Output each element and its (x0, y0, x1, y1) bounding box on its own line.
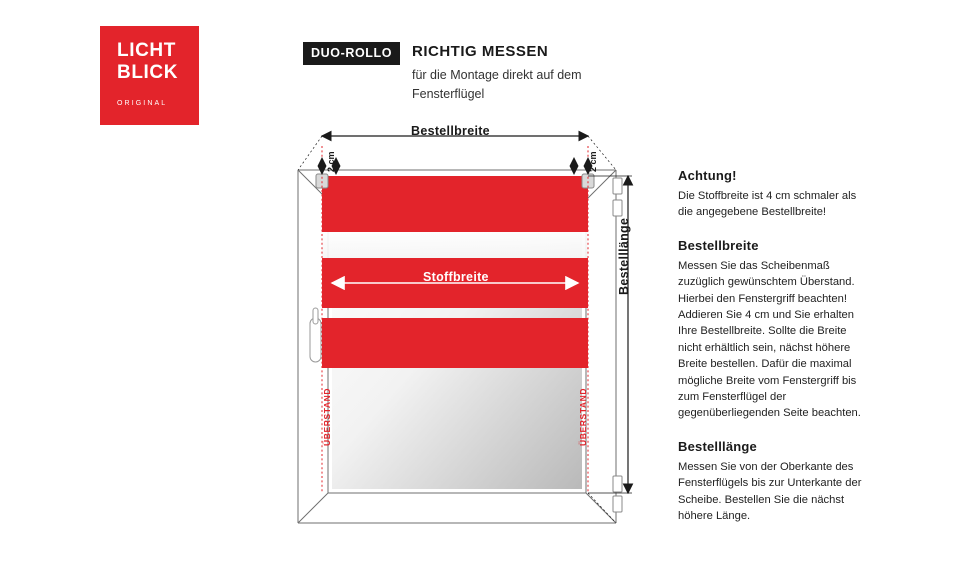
fabric-band-bottom (322, 318, 588, 368)
logo-line-3: ORIGINAL (117, 100, 168, 107)
window-handle (310, 308, 321, 362)
brand-logo (100, 26, 199, 125)
page-title: RICHTIG MESSEN (412, 43, 549, 60)
label-bestellbreite: Bestellbreite (411, 124, 490, 138)
note-text-achtung: Die Stoffbreite ist 4 cm schmaler als die angegebene Bestellbreite! (678, 190, 857, 219)
logo-line-1: LICHT (117, 40, 176, 61)
label-stoffbreite: Stoffbreite (423, 270, 489, 284)
logo-line-2: BLICK (117, 62, 179, 83)
notes-column (678, 168, 868, 525)
diagram-svg (280, 118, 660, 548)
label-2cm-right: 2 cm (588, 151, 598, 172)
label-2cm-left: 2 cm (326, 151, 336, 172)
label-ueberstand-right: ÜBERSTAND (578, 387, 588, 446)
page-subtitle: für die Montage direkt auf dem Fensterflügel (412, 68, 582, 101)
measurement-diagram (280, 118, 660, 548)
note-text-bestelllaenge: Messen Sie von der Oberkante des Fensterflügels bis zur Unterkante der Scheibe. Bestellen Sie die nächst höhere Länge. (678, 460, 862, 523)
label-ueberstand-left: ÜBERSTAND (322, 387, 332, 446)
note-heading-bestelllaenge: Bestelllänge (678, 438, 757, 454)
note-heading-achtung: Achtung! (678, 168, 737, 183)
product-type-badge: DUO-ROLLO (303, 42, 400, 65)
note-text-bestellbreite: Messen Sie das Scheibenmaß zuzüglich gewünschtem Überstand. Hierbei den Fenstergriff beachten! Addieren Sie 4 cm und Sie erhalten Ihre Bestellbreite. Sollte die Breite nicht erhältlich sein, nächst höhere Breite bestellen. Dafür die maximal mögliche Breite vom Fenstergriff bis zum Fensterflügel der gegenüberliegenden Seite beachten. (678, 259, 861, 420)
note-heading-bestellbreite: Bestellbreite (678, 237, 759, 253)
fabric-band-top (322, 176, 588, 232)
label-bestelllaenge: Bestelllänge (617, 217, 631, 295)
dim-2cm (322, 158, 588, 174)
